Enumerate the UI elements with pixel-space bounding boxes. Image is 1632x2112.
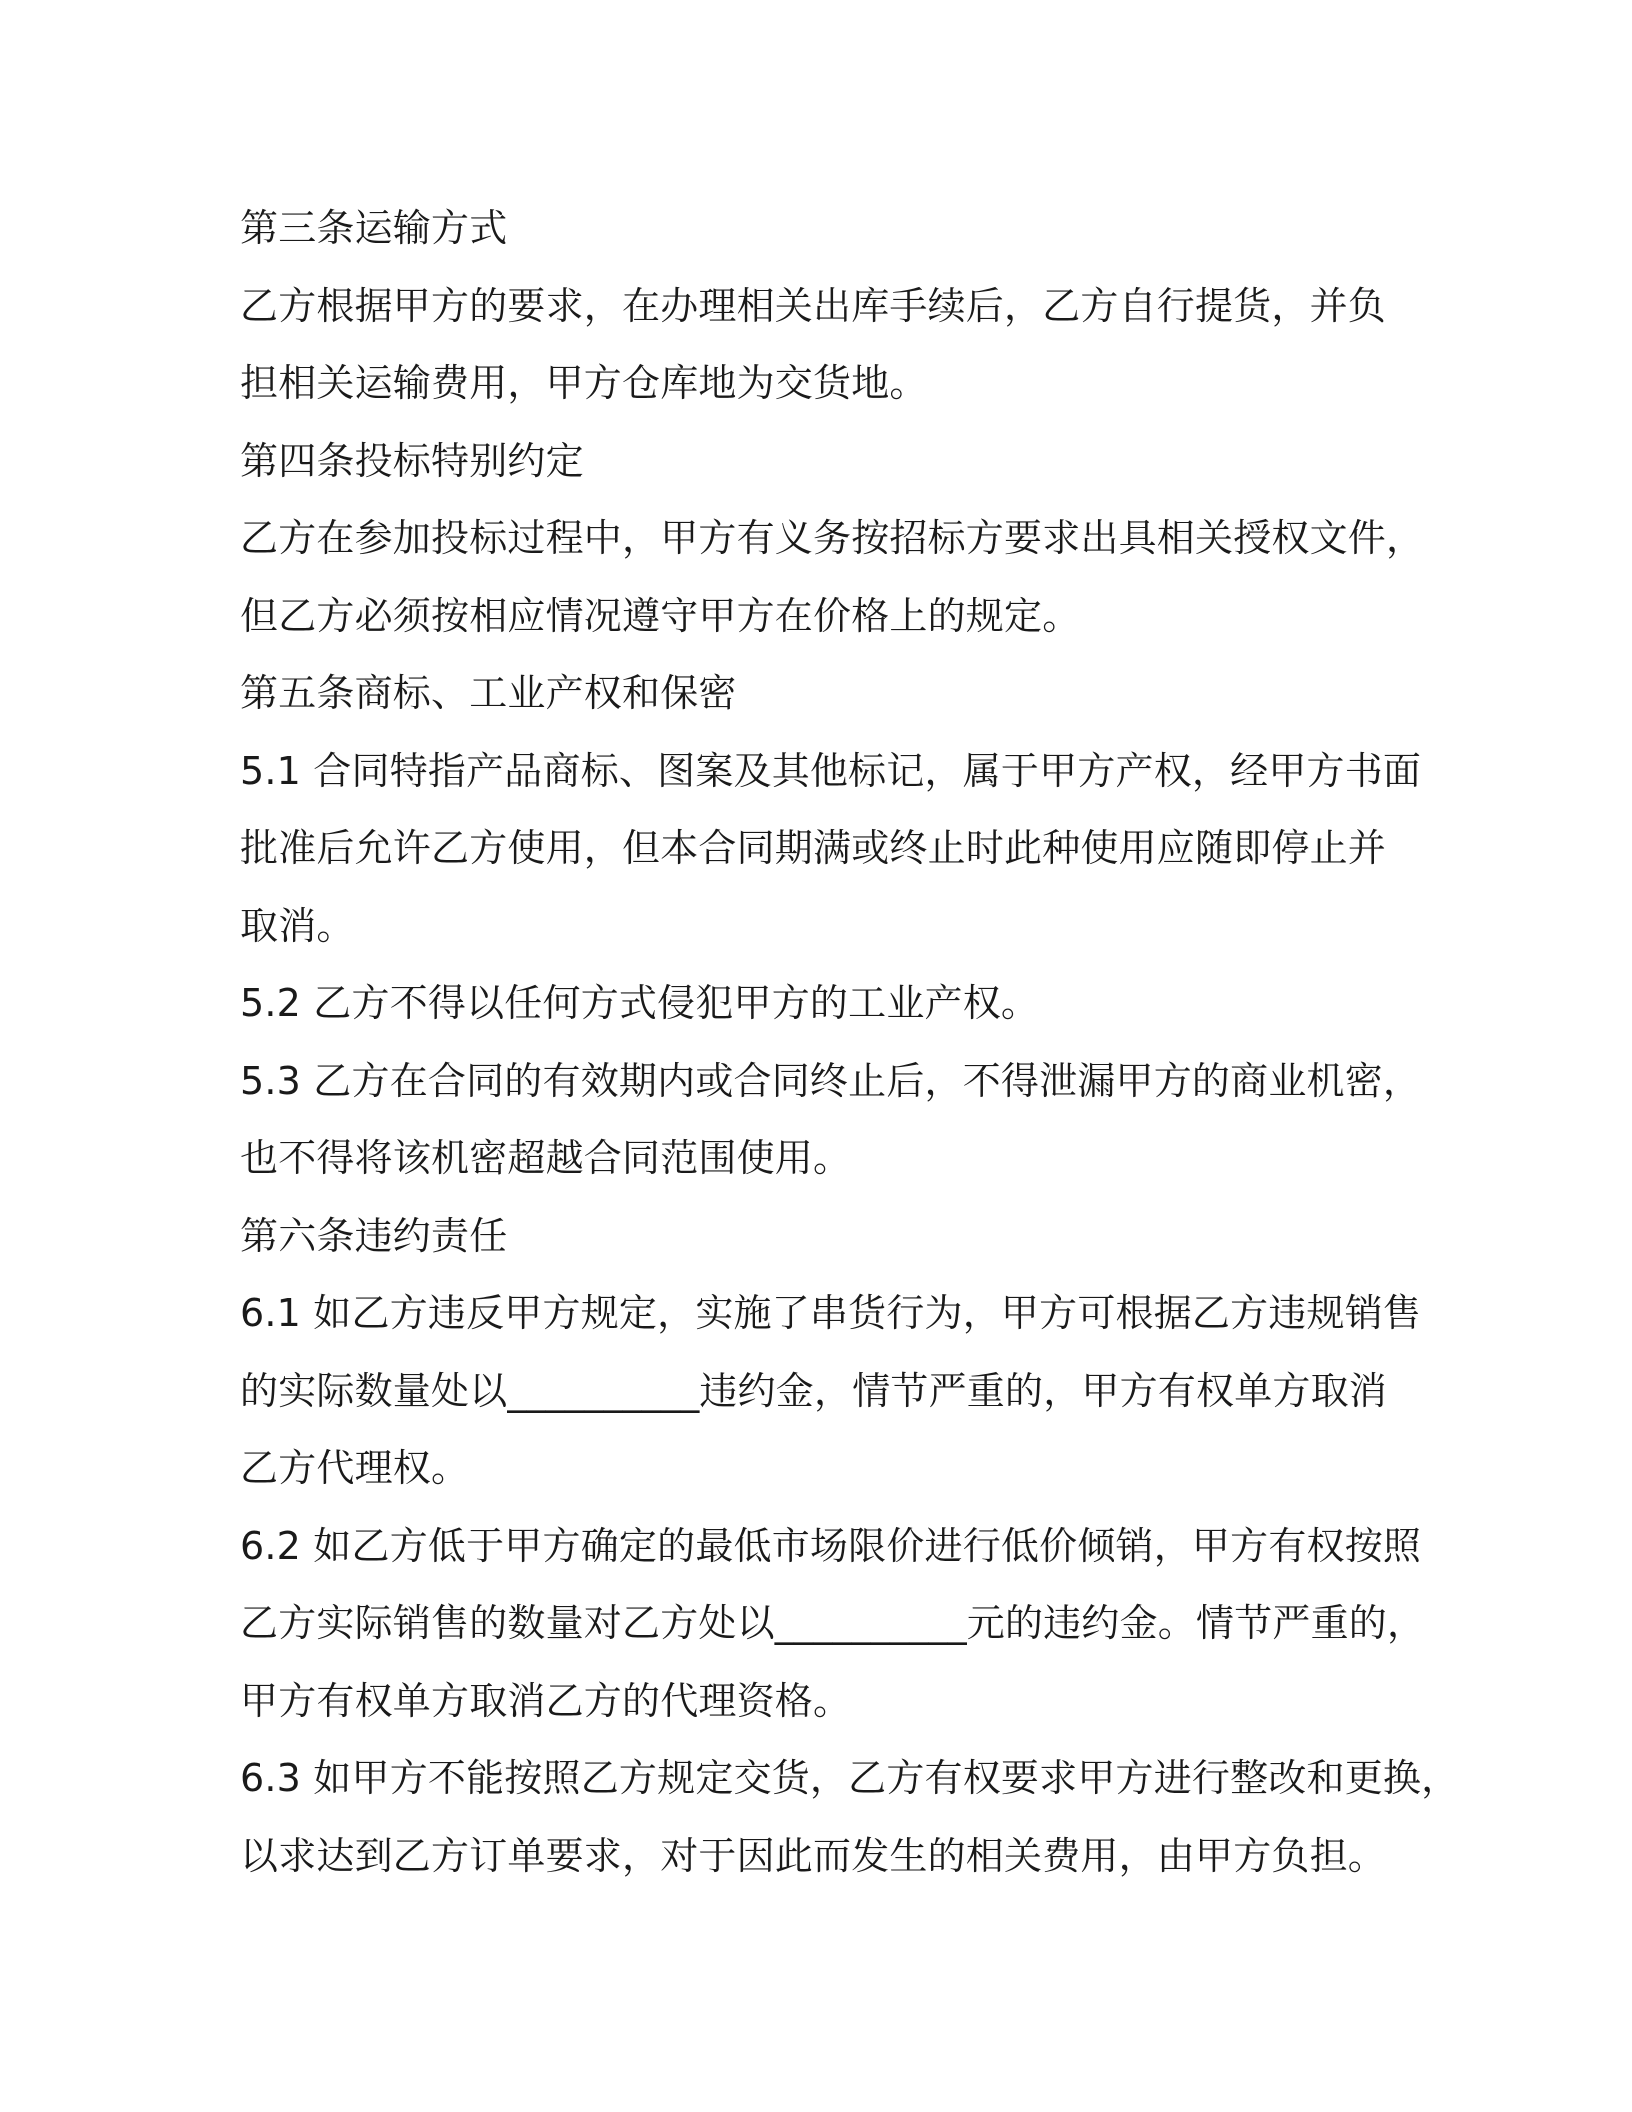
clause-6-3-line: 以求达到乙方订单要求，对于因此而发生的相关费用，由甲方负担。 [240,1833,1387,1878]
heading-article-3: 第三条运输方式 [240,206,508,250]
paragraph-line: 乙方根据甲方的要求，在办理相关出库手续后，乙方自行提货，并负 [240,283,1387,328]
clause-6-1-line: 6.1 如乙方违反甲方规定，实施了串货行为，甲方可根据乙方违规销售 [240,1291,1422,1335]
clause-5-1-line: 批准后允许乙方使用，但本合同期满或终止时此种使用应随即停止并 [240,826,1387,870]
paragraph-line: 担相关运输费用，甲方仓库地为交货地。 [240,361,928,405]
clause-6-2-line: 甲方有权单方取消乙方的代理资格。 [240,1678,852,1723]
clause-6-1-line: 乙方代理权。 [240,1446,470,1490]
clause-5-3-line: 5.3 乙方在合同的有效期内或合同终止后，不得泄漏甲方的商业机密， [240,1058,1422,1103]
clause-6-3-line: 6.3 如甲方不能按照乙方规定交货，乙方有权要求甲方进行整改和更换， [240,1756,1460,1800]
heading-article-5: 第五条商标、工业产权和保密 [240,671,737,715]
paragraph-line: 乙方在参加投标过程中，甲方有义务按招标方要求出具相关授权文件， [240,516,1425,560]
paragraph-line: 但乙方必须按相应情况遵守甲方在价格上的规定。 [240,593,1081,638]
clause-6-2-line: 乙方实际销售的数量对乙方处以__________元的违约金。情节严重的， [240,1601,1426,1645]
clause-5-2-line: 5.2 乙方不得以任何方式侵犯甲方的工业产权。 [240,981,1040,1025]
clause-5-1-line: 取消。 [240,903,355,948]
heading-article-6: 第六条违约责任 [240,1213,508,1258]
clause-6-2-line: 6.2 如乙方低于甲方确定的最低市场限价进行低价倾销，甲方有权按照 [240,1523,1422,1568]
document-body [240,190,1460,1895]
clause-5-3-line: 也不得将该机密超越合同范围使用。 [240,1136,852,1180]
clause-5-1-line: 5.1 合同特指产品商标、图案及其他标记，属于甲方产权，经甲方书面 [240,748,1422,793]
clause-6-1-line: 的实际数量处以__________违约金，情节严重的，甲方有权单方取消 [240,1368,1388,1413]
heading-article-4: 第四条投标特别约定 [240,438,584,483]
